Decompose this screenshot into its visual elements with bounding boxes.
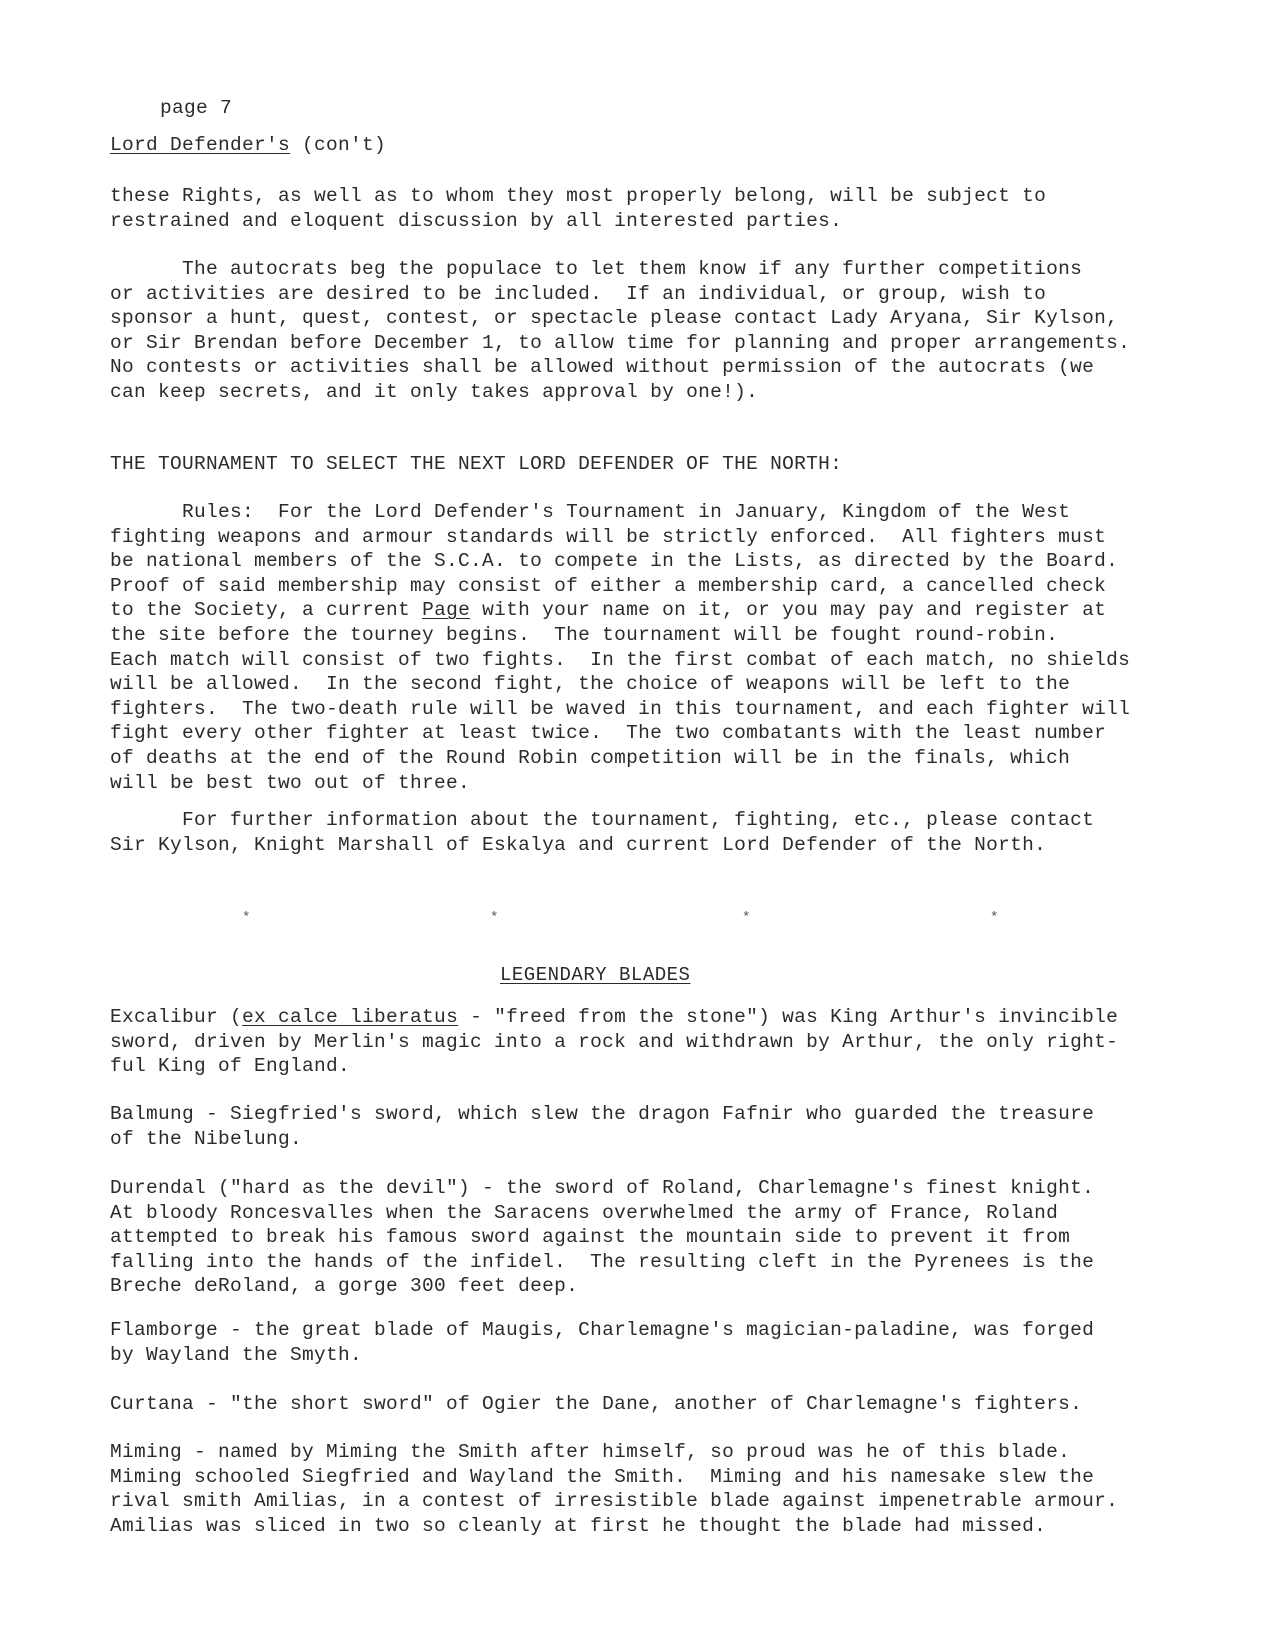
text-line: At bloody Roncesvalles when the Saracens overwhelmed the army of France, Roland <box>110 1201 1059 1224</box>
separator-asterisk: * <box>242 910 251 926</box>
latin-phrase: ex calce liberatus <box>242 1006 459 1028</box>
blades-title: LEGENDARY BLADES <box>500 964 691 986</box>
text-line: Sir Kylson, Knight Marshall of Eskalya and current Lord Defender of the North. <box>110 833 1047 856</box>
text-line: Miming - named by Miming the Smith after himself, so proud was he of this blade. <box>110 1441 1071 1463</box>
text-line: can keep secrets, and it only takes approval by one!). <box>110 380 759 403</box>
text-line: Flamborge - the great blade of Maugis, Charlemagne's magician-paladine, was forged <box>110 1319 1095 1341</box>
tournament-heading: THE TOURNAMENT TO SELECT THE NEXT LORD DEFENDER OF THE NORTH: <box>110 453 843 475</box>
section-heading <box>110 133 386 158</box>
page-underlined: Page <box>422 599 471 622</box>
entry-miming <box>110 1440 1118 1538</box>
text-span: - "freed from the stone") was King Arthur's invincible <box>458 1006 1119 1028</box>
text-span: Excalibur ( <box>110 1006 243 1028</box>
text-line: Amilias was sliced in two so cleanly at first he thought the blade had missed. <box>110 1514 1047 1537</box>
text-line: For further information about the tournament, fighting, etc., please contact <box>110 809 1095 831</box>
text-line: Rules: For the Lord Defender's Tournament in January, Kingdom of the West <box>110 501 1071 523</box>
text-span: with your name on it, or you may pay and register at <box>470 599 1107 622</box>
text-line: No contests or activities shall be allowed without permission of the autocrats (we <box>110 356 1095 379</box>
text-line: ful King of England. <box>110 1055 351 1078</box>
text-line: by Wayland the Smyth. <box>110 1343 363 1366</box>
text-line: restrained and eloquent discussion by all interested parties. <box>110 209 843 232</box>
entry-curtana <box>110 1392 1082 1417</box>
text-span: to the Society, a current <box>110 599 423 622</box>
text-line: rival smith Amilias, in a contest of irresistible blade against impenetrable armour. <box>110 1490 1119 1513</box>
entry-durendal <box>110 1176 1094 1299</box>
text-line: will be allowed. In the second fight, the choice of weapons will be left to the <box>110 673 1071 696</box>
text-line: The autocrats beg the populace to let them know if any further competitions <box>110 258 1083 280</box>
text-line: Breche deRoland, a gorge 300 feet deep. <box>110 1275 579 1298</box>
text-line: Balmung - Siegfried's sword, which slew the dragon Fafnir who guarded the treasure <box>110 1103 1095 1125</box>
paragraph-info <box>110 808 1094 857</box>
text-line: sword, driven by Merlin's magic into a rock and withdrawn by Arthur, the only right- <box>110 1030 1119 1053</box>
text-line <box>110 1005 1118 1030</box>
text-line: fighters. The two-death rule will be waved in this tournament, and each fighter will <box>110 697 1131 720</box>
text-line: falling into the hands of the infidel. The resulting cleft in the Pyrenees is the <box>110 1250 1095 1273</box>
text-line: of deaths at the end of the Round Robin competition will be in the finals, which <box>110 746 1071 769</box>
text-line: be national members of the S.C.A. to compete in the Lists, as directed by the Board. <box>110 550 1119 573</box>
separator-asterisk: * <box>990 910 999 926</box>
entry-excalibur <box>110 1005 1118 1079</box>
text-line: will be best two out of three. <box>110 771 471 794</box>
text-line <box>110 598 1130 623</box>
text-line: of the Nibelung. <box>110 1127 303 1150</box>
text-line: Miming schooled Siegfried and Wayland the Smith. Miming and his namesake slew the <box>110 1465 1095 1488</box>
entry-flamborge <box>110 1318 1094 1367</box>
text-line: or activities are desired to be included. If an individual, or group, wish to <box>110 282 1047 305</box>
paragraph-rights <box>110 184 1046 233</box>
section-heading-title: Lord Defender's <box>110 134 291 156</box>
text-line: sponsor a hunt, quest, contest, or spectacle please contact Lady Aryana, Sir Kylson, <box>110 307 1119 330</box>
section-heading-suffix: (con't) <box>290 134 387 156</box>
text-line: or Sir Brendan before December 1, to allow time for planning and proper arrangements. <box>110 331 1131 354</box>
separator-row <box>0 910 1275 934</box>
separator-asterisk: * <box>742 910 751 926</box>
paragraph-autocrats <box>110 257 1130 405</box>
text-line: Each match will consist of two fights. In the first combat of each match, no shields <box>110 648 1131 671</box>
text-line: the site before the tourney begins. The tournament will be fought round-robin. <box>110 623 1059 646</box>
page-number: page 7 <box>160 97 233 119</box>
separator-asterisk: * <box>490 910 499 926</box>
text-line: Curtana - "the short sword" of Ogier the Dane, another of Charlemagne's fighters. <box>110 1393 1083 1415</box>
paragraph-rules <box>110 500 1130 795</box>
text-line: these Rights, as well as to whom they most properly belong, will be subject to <box>110 185 1047 207</box>
text-line: Proof of said membership may consist of either a membership card, a cancelled check <box>110 574 1107 597</box>
text-line: fight every other fighter at least twice. The two combatants with the least number <box>110 722 1107 745</box>
text-line: Durendal ("hard as the devil") - the sword of Roland, Charlemagne's finest knight. <box>110 1177 1095 1199</box>
text-line: fighting weapons and armour standards will be strictly enforced. All fighters must <box>110 525 1107 548</box>
entry-balmung <box>110 1102 1094 1151</box>
text-line: attempted to break his famous sword against the mountain side to prevent it from <box>110 1226 1071 1249</box>
